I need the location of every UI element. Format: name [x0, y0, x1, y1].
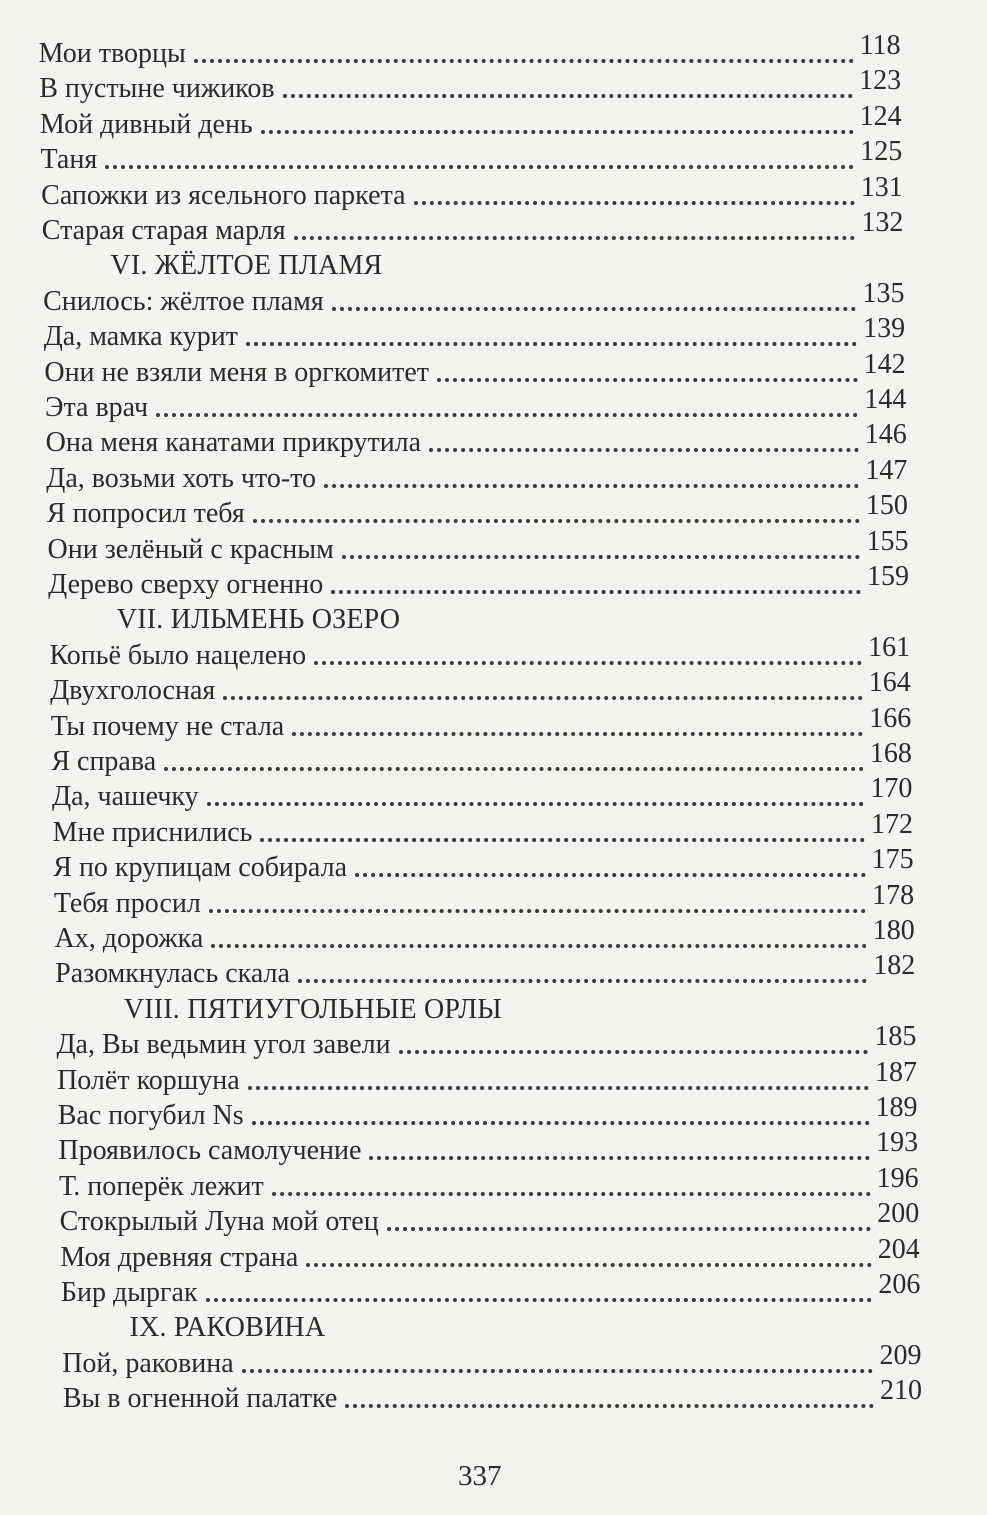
dot-leader	[298, 979, 867, 983]
toc-entry	[45, 419, 907, 459]
dot-leader	[324, 484, 859, 488]
section-heading: VII. ИЛЬМЕНЬ ОЗЕРО	[116, 604, 401, 636]
toc-entry-page-number: 200	[877, 1198, 920, 1230]
toc-entry-title: Ты почему не стала	[50, 710, 285, 742]
toc-entry-title: Они зелёный с красным	[47, 533, 334, 565]
toc-entry-page-number: 155	[866, 525, 909, 557]
dot-leader	[429, 448, 859, 452]
toc-entry-title: Да, чашечку	[51, 781, 199, 813]
toc-entry	[58, 1127, 919, 1167]
dot-leader	[331, 590, 861, 594]
dot-leader	[306, 1263, 871, 1267]
dot-leader	[272, 1192, 871, 1196]
toc-entry-page-number: 182	[873, 950, 916, 982]
toc-entry-title: Т. поперёк лежит	[59, 1170, 264, 1202]
toc-entry-page-number: 147	[865, 454, 908, 486]
toc-entry-title: Я справа	[51, 746, 157, 777]
toc-entry	[55, 950, 916, 990]
toc-entry-title: Мои творцы	[38, 38, 186, 69]
toc-entry-page-number: 124	[859, 100, 902, 132]
dot-leader	[252, 1121, 870, 1125]
toc-entry-title: Да, возьми хоть что-то	[46, 462, 317, 494]
toc-entry-title: Стокрылый Луна мой отец	[59, 1206, 379, 1238]
toc-entry	[59, 1162, 919, 1203]
dot-leader	[209, 909, 866, 913]
dot-leader	[261, 130, 854, 134]
dot-leader	[332, 307, 857, 311]
toc-entry	[44, 348, 906, 389]
dot-leader	[211, 944, 866, 948]
toc-entry	[40, 136, 903, 176]
toc-entry	[52, 808, 913, 849]
dot-leader	[194, 59, 854, 63]
dot-leader	[207, 802, 865, 806]
toc-entry-title: Я по крупицам собирала	[53, 852, 347, 884]
dot-leader	[414, 201, 855, 205]
toc-entry-page-number: 204	[877, 1233, 920, 1265]
toc-entry-page-number: 168	[869, 738, 912, 769]
toc-entry-title: Полёт коршуна	[57, 1064, 240, 1096]
toc-entry	[57, 1056, 917, 1097]
toc-entry-title: Мне приснились	[52, 816, 253, 848]
toc-entry-title: Двухголосная	[50, 675, 216, 707]
toc-entry-page-number: 135	[862, 277, 905, 309]
page-number: 337	[458, 1460, 502, 1492]
toc-entry	[54, 915, 915, 955]
toc-entry-title: Я попросил тебя	[46, 498, 245, 530]
toc-entry	[56, 1021, 917, 1061]
dot-leader	[437, 378, 858, 382]
toc-entry	[51, 738, 912, 778]
section-heading: VIII. ПЯТИУГОЛЬНЫЕ ОРЛЫ	[123, 993, 502, 1025]
toc-entry-page-number: 118	[859, 30, 901, 61]
toc-entry	[62, 1375, 923, 1415]
section-heading: IX. РАКОВИНА	[129, 1312, 326, 1344]
toc-entry	[38, 30, 901, 70]
toc-entry-title: Сапожки из ясельного паркета	[41, 179, 406, 211]
toc-entry-title: Эта врач	[44, 392, 149, 423]
toc-entry-title: Снилось: жёлтое пламя	[43, 285, 324, 317]
toc-entry-title: Копьё было нацелено	[49, 639, 307, 671]
toc-entry-page-number: 189	[875, 1092, 918, 1123]
toc-entry	[39, 65, 902, 105]
toc-entry-title: Они не взяли меня в оргкомитет	[44, 356, 430, 388]
toc-entry	[48, 561, 910, 601]
toc-entry-page-number: 159	[867, 561, 910, 592]
toc-entry-page-number: 172	[870, 808, 913, 840]
dot-leader	[246, 342, 857, 346]
dot-leader	[164, 767, 864, 771]
dot-leader	[105, 165, 854, 169]
toc-entry	[46, 454, 908, 495]
toc-entry-title: Проявилось самолучение	[58, 1135, 362, 1167]
toc-entry-title: В пустыне чижиков	[39, 73, 275, 105]
dot-leader	[387, 1227, 872, 1231]
toc-entry-title: Вас погубил Ns	[57, 1100, 244, 1131]
toc-entry-page-number: 164	[868, 667, 911, 699]
toc-entry-page-number: 150	[865, 490, 908, 522]
toc-entry	[53, 844, 914, 884]
toc-entry-page-number: 125	[860, 136, 903, 168]
toc-entry-page-number: 123	[859, 65, 902, 97]
toc-entry	[41, 171, 903, 212]
toc-entry	[43, 277, 905, 318]
toc-entry	[47, 525, 909, 566]
toc-entry-title: Моя древняя страна	[60, 1241, 299, 1273]
dot-leader	[342, 555, 861, 559]
dot-leader	[294, 236, 856, 240]
toc-entry-title: Да, мамка курит	[43, 321, 238, 353]
dot-leader	[399, 1050, 869, 1054]
toc-entry-title: Ах, дорожка	[54, 923, 204, 954]
toc-entry-title: Пой, раковина	[62, 1347, 234, 1379]
dot-leader	[248, 1086, 869, 1090]
toc-entry-page-number: 185	[874, 1021, 917, 1053]
toc-entry-title: Да, Вы ведьмин угол завели	[56, 1029, 391, 1061]
toc-entry	[44, 384, 907, 424]
toc-entry-title: Старая старая марля	[41, 215, 286, 246]
toc-entry-page-number: 142	[863, 348, 906, 380]
toc-entry-page-number: 178	[872, 879, 915, 911]
toc-entry-page-number: 180	[872, 915, 915, 946]
dot-leader	[292, 732, 863, 736]
dot-leader	[369, 1156, 870, 1160]
toc-entry	[62, 1339, 922, 1380]
toc-entry-page-number: 139	[863, 313, 906, 345]
dot-leader	[345, 1404, 874, 1408]
toc-entry-page-number: 131	[860, 171, 903, 203]
toc-entry	[39, 100, 902, 141]
toc-entry	[59, 1198, 920, 1238]
toc-entry	[53, 879, 915, 920]
section-heading: VI. ЖЁЛТОЕ ПЛАМЯ	[110, 250, 383, 282]
dot-leader	[242, 1369, 874, 1373]
toc-entry	[43, 313, 906, 353]
dot-leader	[223, 696, 862, 700]
toc-entry-page-number: 144	[864, 384, 907, 415]
dot-leader	[260, 838, 865, 842]
toc-entry	[60, 1233, 920, 1274]
dot-leader	[314, 661, 862, 665]
toc-entry-title: Она меня канатами прикрутила	[45, 427, 422, 459]
toc-entry	[50, 667, 911, 707]
toc-entry-title: Разомкнулась скала	[55, 958, 290, 990]
toc-entry	[41, 207, 904, 247]
toc-entry-page-number: 146	[864, 419, 907, 451]
toc-entry-title: Дерево сверху огненно	[48, 569, 324, 600]
toc-entry	[49, 631, 911, 672]
toc-entry-page-number: 175	[871, 844, 914, 876]
toc-entry-page-number: 193	[876, 1127, 919, 1159]
dot-leader	[355, 873, 866, 877]
toc-entry-title: Бир дыргак	[60, 1277, 198, 1308]
toc-entry-page-number: 132	[861, 207, 904, 238]
toc-entry	[60, 1269, 921, 1309]
toc-entry-page-number: 206	[878, 1269, 921, 1300]
toc-entry-page-number: 187	[874, 1056, 917, 1088]
toc-entry-page-number: 210	[880, 1375, 923, 1407]
dot-leader	[253, 519, 860, 523]
toc-entry-title: Тебя просил	[53, 887, 201, 919]
toc-entry-title: Мой дивный день	[39, 108, 253, 140]
dot-leader	[206, 1298, 873, 1302]
toc-entry-page-number: 170	[870, 773, 913, 805]
toc-entry-page-number: 161	[868, 631, 911, 663]
toc-entry-page-number: 166	[869, 702, 912, 734]
dot-leader	[283, 94, 854, 98]
toc-entry	[51, 773, 913, 813]
dot-leader	[156, 413, 858, 417]
toc-entry	[46, 490, 908, 530]
toc-entry-page-number: 209	[879, 1339, 922, 1371]
toc-entry	[57, 1092, 918, 1132]
toc-entry	[50, 702, 912, 743]
toc-entry-title: Вы в огненной палатке	[62, 1383, 338, 1415]
toc-entry-page-number: 196	[876, 1162, 919, 1194]
toc-entry-title: Таня	[40, 144, 98, 176]
